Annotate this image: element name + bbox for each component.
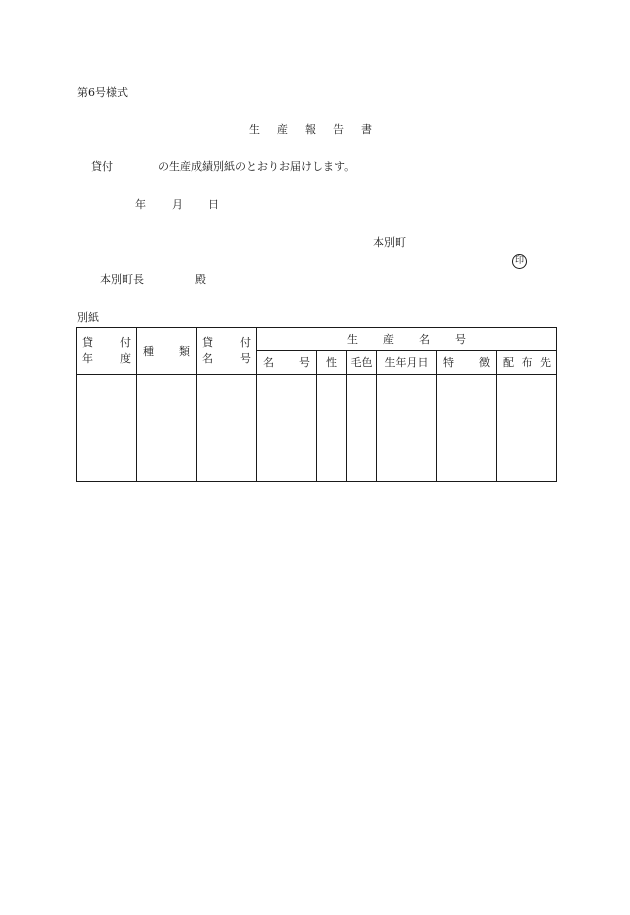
cell-coat-color[interactable] xyxy=(347,375,377,482)
cell-loan-number[interactable] xyxy=(197,375,257,482)
cell-sex[interactable] xyxy=(317,375,347,482)
subheader-sex: 性 xyxy=(317,351,347,375)
form-number: 第6号様式 xyxy=(77,86,128,99)
cell-birth-date[interactable] xyxy=(377,375,437,482)
body-text: の生産成績別紙のとおりお届けします。 xyxy=(158,160,356,173)
subheader-birth-date: 生年月日 xyxy=(377,351,437,375)
subheader-name: 名 号 xyxy=(257,351,317,375)
recipient-honorific: 殿 xyxy=(195,273,206,286)
seal-icon: 印 xyxy=(512,254,527,269)
cell-features[interactable] xyxy=(437,375,497,482)
cell-loan-year[interactable] xyxy=(77,375,137,482)
date-day: 日 xyxy=(208,198,219,211)
subheader-features: 特 徴 xyxy=(437,351,497,375)
header-production-name: 生 産 名 号 xyxy=(257,328,557,351)
date-year: 年 xyxy=(135,198,146,211)
cell-name[interactable] xyxy=(257,375,317,482)
subheader-coat-color: 毛色 xyxy=(347,351,377,375)
page-title-text: 生産報告書 xyxy=(249,123,389,136)
attachment-label: 別紙 xyxy=(77,311,99,324)
cell-distribution[interactable] xyxy=(497,375,557,482)
cell-type[interactable] xyxy=(137,375,197,482)
date-month: 月 xyxy=(172,198,183,211)
body-lead: 貸付 xyxy=(91,160,113,173)
subheader-distribution: 配 布 先 xyxy=(497,351,557,375)
page-title xyxy=(249,124,389,135)
sender-town: 本別町 xyxy=(373,236,406,249)
table-row xyxy=(77,375,557,482)
header-loan-number: 貸 付 名 号 xyxy=(197,328,257,375)
header-type: 種 類 xyxy=(137,328,197,375)
recipient-name: 本別町長 xyxy=(100,273,144,286)
production-table xyxy=(76,327,557,482)
header-loan-year: 貸 付 年 度 xyxy=(77,328,137,375)
